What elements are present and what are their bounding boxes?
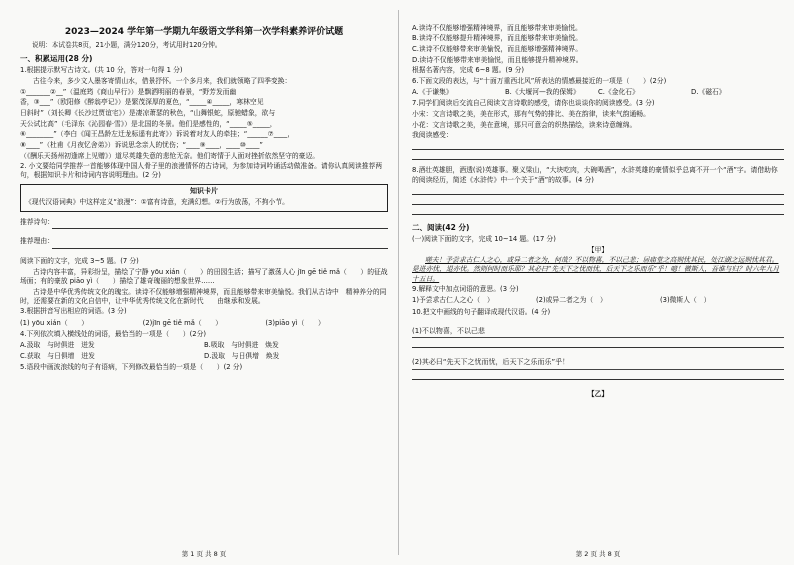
knowledge-card-text: 《现代汉语词典》中这样定义“浪漫”：①富有诗意，充满幻想。②行为放荡，不拘小节。 bbox=[25, 197, 289, 206]
q5-option-c[interactable]: C.读诗不仅能够带来审美愉悦，而且能够增强精神境界。 bbox=[412, 44, 583, 53]
q5-option-d[interactable]: D.读诗不仅能够带来审美愉悦，而且能够提升精神境界。 bbox=[412, 55, 583, 64]
q9-item-2[interactable]: (2)或异二者之为（ ） bbox=[536, 296, 607, 305]
section-2-heading: 二、阅读(42 分) bbox=[412, 222, 470, 232]
q7-student-b: 小花：文言诗歌之美，美在意境，那只可意会的织热描绘，读来诗意缠绵。 bbox=[412, 120, 637, 129]
q10-item-1[interactable] bbox=[412, 327, 784, 338]
text-jia-label: 【甲】 bbox=[587, 245, 609, 254]
page-divider bbox=[398, 10, 399, 555]
question-5: 5.语段中画波浪线的句子有语病，下列修改最恰当的一项是（ ）(2 分) bbox=[20, 363, 243, 372]
page-2 bbox=[412, 0, 784, 565]
q1-line-3: 香，③___”（欧阳修《醉翁亭记》）是繁茂深厚的夏色，“_____④_____，寒林空见 bbox=[20, 98, 264, 107]
q1-line-2: ①_______②__”（温庭筠《商山早行》）是飘洒明丽的春景，“野芳发而幽 bbox=[20, 87, 237, 96]
q4-option-c[interactable]: C.获取 与日俱增 迸发 bbox=[20, 352, 95, 361]
question-6: 6.下面文段的表达，与“十面万重西北风”所表达的情感最接近的一项是（ ）(2分) bbox=[412, 76, 667, 85]
page-1 bbox=[20, 0, 388, 565]
page-1-footer: 第 1 页 共 8 页 bbox=[181, 550, 227, 559]
question-1: 1.根据提示默写古诗文。(共 10 分，答对一句得 1 分) bbox=[20, 66, 183, 75]
q6-option-b[interactable]: B.《大堰河—我的保姆》 bbox=[505, 88, 580, 97]
exam-title: 2023—2024 学年第一学期九年级语文学科第一次学科素养评价试题 bbox=[64, 27, 344, 37]
q10-answer-line-1[interactable] bbox=[412, 347, 784, 348]
reading-intro: 阅读下面的文字，完成 3~5 题。(7 分) bbox=[20, 257, 139, 265]
question-10: 10.把文中画线的句子翻译成现代汉语。(4 分) bbox=[412, 307, 551, 316]
q3-option-3[interactable]: (3)piāo yì（ ） bbox=[265, 318, 325, 327]
text-jia-body: 嗟夫！予尝求古仁人之心，或异二者之为，何哉？不以物喜，不以己悲；居庙堂之高则忧其民，处江湖之远则忧其君。是进亦忧，退亦忧。然则何时而乐耶？其必曰“先天下之忧而忧，后天下之乐而乐”乎！噫！微斯人，吾谁与归？时六年九月十五日。 bbox=[412, 256, 780, 283]
knowledge-card bbox=[20, 184, 388, 212]
recommend-reason-line[interactable] bbox=[52, 248, 388, 249]
q10-item-1-text: (1)不以物喜，不以己悲 bbox=[412, 326, 485, 335]
q1-line-7: ⑧____”（杜甫《月夜忆舍弟》）诉说思念亲人的忧伤；“____⑨____，____⑩____” bbox=[20, 140, 263, 149]
q7-student-a: 小宋：文言诗歌之美，美在形式，那有气势的排比、美在韵律，读来气韵通畅。 bbox=[412, 109, 650, 118]
q5-option-b[interactable]: B.读诗不仅能够提升精神境界，而且能够带来审美愉悦。 bbox=[412, 34, 582, 43]
recommend-poem-line[interactable] bbox=[52, 228, 388, 229]
q10-item-2[interactable] bbox=[412, 358, 784, 369]
q4-option-b[interactable]: B.吸取 与时俱进 焕发 bbox=[204, 340, 279, 349]
recommend-reason-label: 推荐理由： bbox=[20, 237, 54, 246]
question-9: 9.解释文中加点词语的意思。(3 分) bbox=[412, 285, 519, 294]
q9-items bbox=[412, 296, 784, 305]
section-1-heading: 一、积累运用(28 分) bbox=[20, 54, 93, 64]
q3-options bbox=[20, 319, 388, 328]
q1-line-4: 日斜时”（刘长卿《长沙过贾谊宅》）是凄凉萧瑟的秋色，“山舞银蛇，原驰蜡象，欲与 bbox=[20, 108, 276, 117]
q7-answer-line-2[interactable] bbox=[412, 159, 784, 160]
q9-item-1[interactable]: 1)予尝求古仁人之心（ ） bbox=[412, 296, 494, 305]
q7-my-feeling: 我阅读感受： bbox=[412, 131, 453, 140]
recommend-poem-label: 推荐诗句： bbox=[20, 217, 54, 226]
subsection-1: (一)阅读下面的文字，完成 10~14 题。(17 分) bbox=[412, 234, 556, 243]
q9-item-3[interactable]: (3)微斯人（ ） bbox=[660, 296, 711, 305]
q8-answer-line-1[interactable] bbox=[412, 194, 784, 195]
q4-option-d[interactable]: D.汲取 与日俱增 焕发 bbox=[204, 352, 280, 361]
reading-para-2: 古诗是中华优秀传统文化的瑰宝。读诗不仅能够增强精神境界，而且能够带来审美愉悦。我们从古诗中 精神养分的同时，还需要在新的文化自信中，让中华优秀传统文化在新时代 由继承和发展。 bbox=[20, 287, 387, 305]
question-3: 3.根据拼音写出相应的词语。(3 分) bbox=[20, 307, 127, 316]
q6-option-c[interactable]: C.《金化石》 bbox=[598, 88, 639, 97]
q7-answer-line-1[interactable] bbox=[412, 149, 784, 150]
question-2: 2. 小文要给同学推荐一首能够体现中国人骨子里的浪漫情怀的古诗词，为参加诗词吟诵活动做准备。请你认真阅读推荐两句，根据知识卡片和诗词内容说明理由。(2 分) bbox=[20, 162, 383, 180]
knowledge-card-title: 知识卡片 bbox=[190, 186, 218, 195]
q1-line-5: 天公试比高”（毛泽东《沁园春·雪》）是北国的冬景。他们是感性的，“_____⑤_____， bbox=[20, 119, 277, 128]
question-4: 4.下列依次填入横线处的词语，最恰当的一项是（ ）(2分) bbox=[20, 329, 207, 338]
q10-answer-line-2[interactable] bbox=[412, 379, 784, 380]
q4-option-a[interactable]: A.汲取 与时俱进 迸发 bbox=[20, 340, 95, 349]
q6-options bbox=[412, 88, 784, 97]
q8-answer-line-3[interactable] bbox=[412, 214, 784, 215]
question-8: 8.酒壮英雄胆，酒透(说)英雄事。聚义梁山，“大块吃肉，大碗喝酒”，水浒英雄的豪情似乎总离不开一个“酒”字。请借助你的阅读经历，简述《水浒传》中一个关于“酒”的故事。(4 分) bbox=[412, 166, 778, 184]
q4-options-row-2 bbox=[20, 352, 388, 361]
q6-option-d[interactable]: D.《磁石》 bbox=[691, 88, 726, 97]
q1-line-8: （《酬乐天扬州初逢席上见赠》）道尽英雄失意的悲怆无奈。他们寄情于人面对挫折依然坚守的豪迈。 bbox=[20, 151, 320, 160]
q10-item-2-text: (2)其必曰“先天下之忧而忧，后天下之乐而乐”乎！ bbox=[412, 358, 570, 367]
exam-meta: 说明：本试卷共8页，21小题，满分120分，考试用时120分钟。 bbox=[32, 41, 222, 50]
question-7: 7.同学们阅读后交流自己阅读文言诗歌的感受，请你也谈谈你的阅读感受。(3 分) bbox=[412, 99, 655, 108]
reading-para-1: 古诗内容丰富，异彩纷呈，描绘了宁静 yōu xián（ ）的田园生活；描写了激荡人心 jīn gē tiě mǎ（ ）的征战场面；有的豪放 piāo yì（ ）描绘了雄奇瑰丽的想象世界…… bbox=[20, 267, 388, 285]
q3-option-2[interactable]: (2)jīn gē tiě mǎ（ ） bbox=[142, 318, 223, 327]
q4-options-row-1 bbox=[20, 341, 388, 350]
q6-option-a[interactable]: A.《于谦集》 bbox=[412, 88, 453, 97]
reading-intro-2: 根据名著内容，完成 6~8 题。(9 分) bbox=[412, 66, 525, 75]
q3-option-1[interactable]: (1) yōu xián（ ） bbox=[20, 318, 89, 327]
page-2-footer: 第 2 页 共 8 页 bbox=[575, 550, 621, 559]
q8-answer-line-2[interactable] bbox=[412, 204, 784, 205]
text-yi-label: 【乙】 bbox=[587, 389, 609, 398]
q1-line-1: 古往今来，多少文人墨客寄情山水，借景抒怀。一个多月来，我们就领略了四季变换： bbox=[33, 76, 292, 85]
q5-option-a[interactable]: A.读诗不仅能够增强精神境界，而且能够带来审美愉悦。 bbox=[412, 23, 582, 32]
q1-line-6: ⑥________”（李白《闻王昌龄左迁龙标遥有此寄》）诉说着对友人的牵挂；“______⑦____， bbox=[20, 130, 295, 139]
